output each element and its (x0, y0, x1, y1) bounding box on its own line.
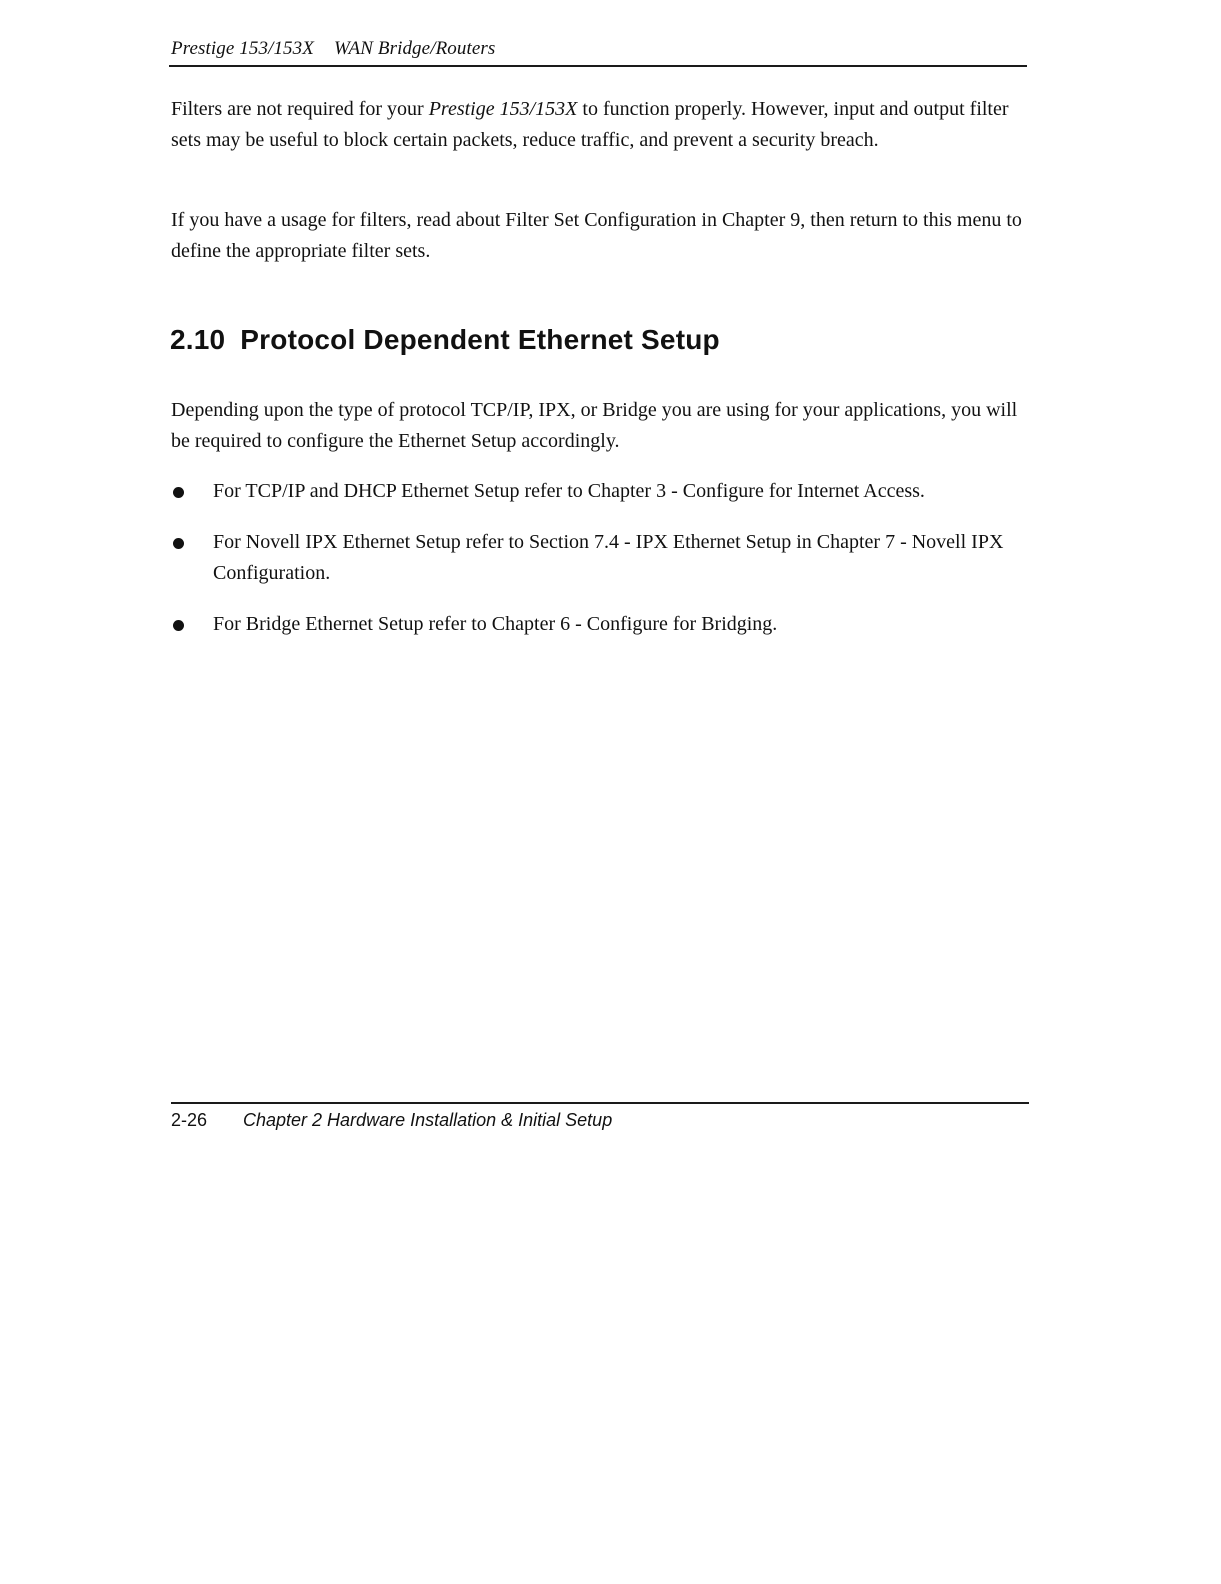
running-header (171, 38, 495, 60)
protocol-intro-paragraph: Depending upon the type of protocol TCP/IP, IPX, or Bridge you are using for your applications, you will be required to configure the Ethernet Setup accordingly. (171, 399, 1018, 452)
list-item (171, 476, 1031, 507)
filter-usage-paragraph: If you have a usage for filters, read about Filter Set Configuration in Chapter 9, then return to this menu to define the appropriate filter sets. (171, 209, 1022, 262)
bullet-icon (173, 538, 184, 549)
running-footer (171, 1110, 612, 1131)
header-subtitle: WAN Bridge/Routers (333, 38, 496, 59)
section-title: Protocol Dependent Ethernet Setup (240, 324, 720, 355)
section-number: 2.10 (170, 324, 226, 355)
list-item (171, 527, 1031, 589)
footer-divider (171, 1102, 1029, 1104)
header-divider (169, 65, 1027, 67)
list-item-text: For Novell IPX Ethernet Setup refer to Section 7.4 - IPX Ethernet Setup in Chapter 7 - Novell IPX Configuration. (213, 531, 1004, 584)
product-emphasis: Prestige 153/153X (428, 98, 578, 120)
list-item (171, 609, 1031, 640)
bullet-icon (173, 620, 184, 631)
header-product: Prestige 153/153X (171, 38, 314, 59)
bullet-icon (173, 487, 184, 498)
list-item-text: For TCP/IP and DHCP Ethernet Setup refer to Chapter 3 - Configure for Internet Access. (213, 480, 925, 502)
filters-paragraph-end: to function properly. However, input and output filter sets may be useful to block certain packets, reduce traffic, and prevent a security breach. (171, 98, 1009, 151)
setup-reference-list (171, 476, 1031, 660)
list-item-text: For Bridge Ethernet Setup refer to Chapter 6 - Configure for Bridging. (213, 613, 778, 635)
footer-chapter-title: Chapter 2 Hardware Installation & Initial Setup (243, 1110, 613, 1130)
filters-paragraph-start: Filters are not required for your (171, 98, 429, 120)
section-heading (170, 324, 720, 356)
filters-paragraph (171, 94, 1031, 156)
page-number: 2-26 (171, 1110, 208, 1130)
